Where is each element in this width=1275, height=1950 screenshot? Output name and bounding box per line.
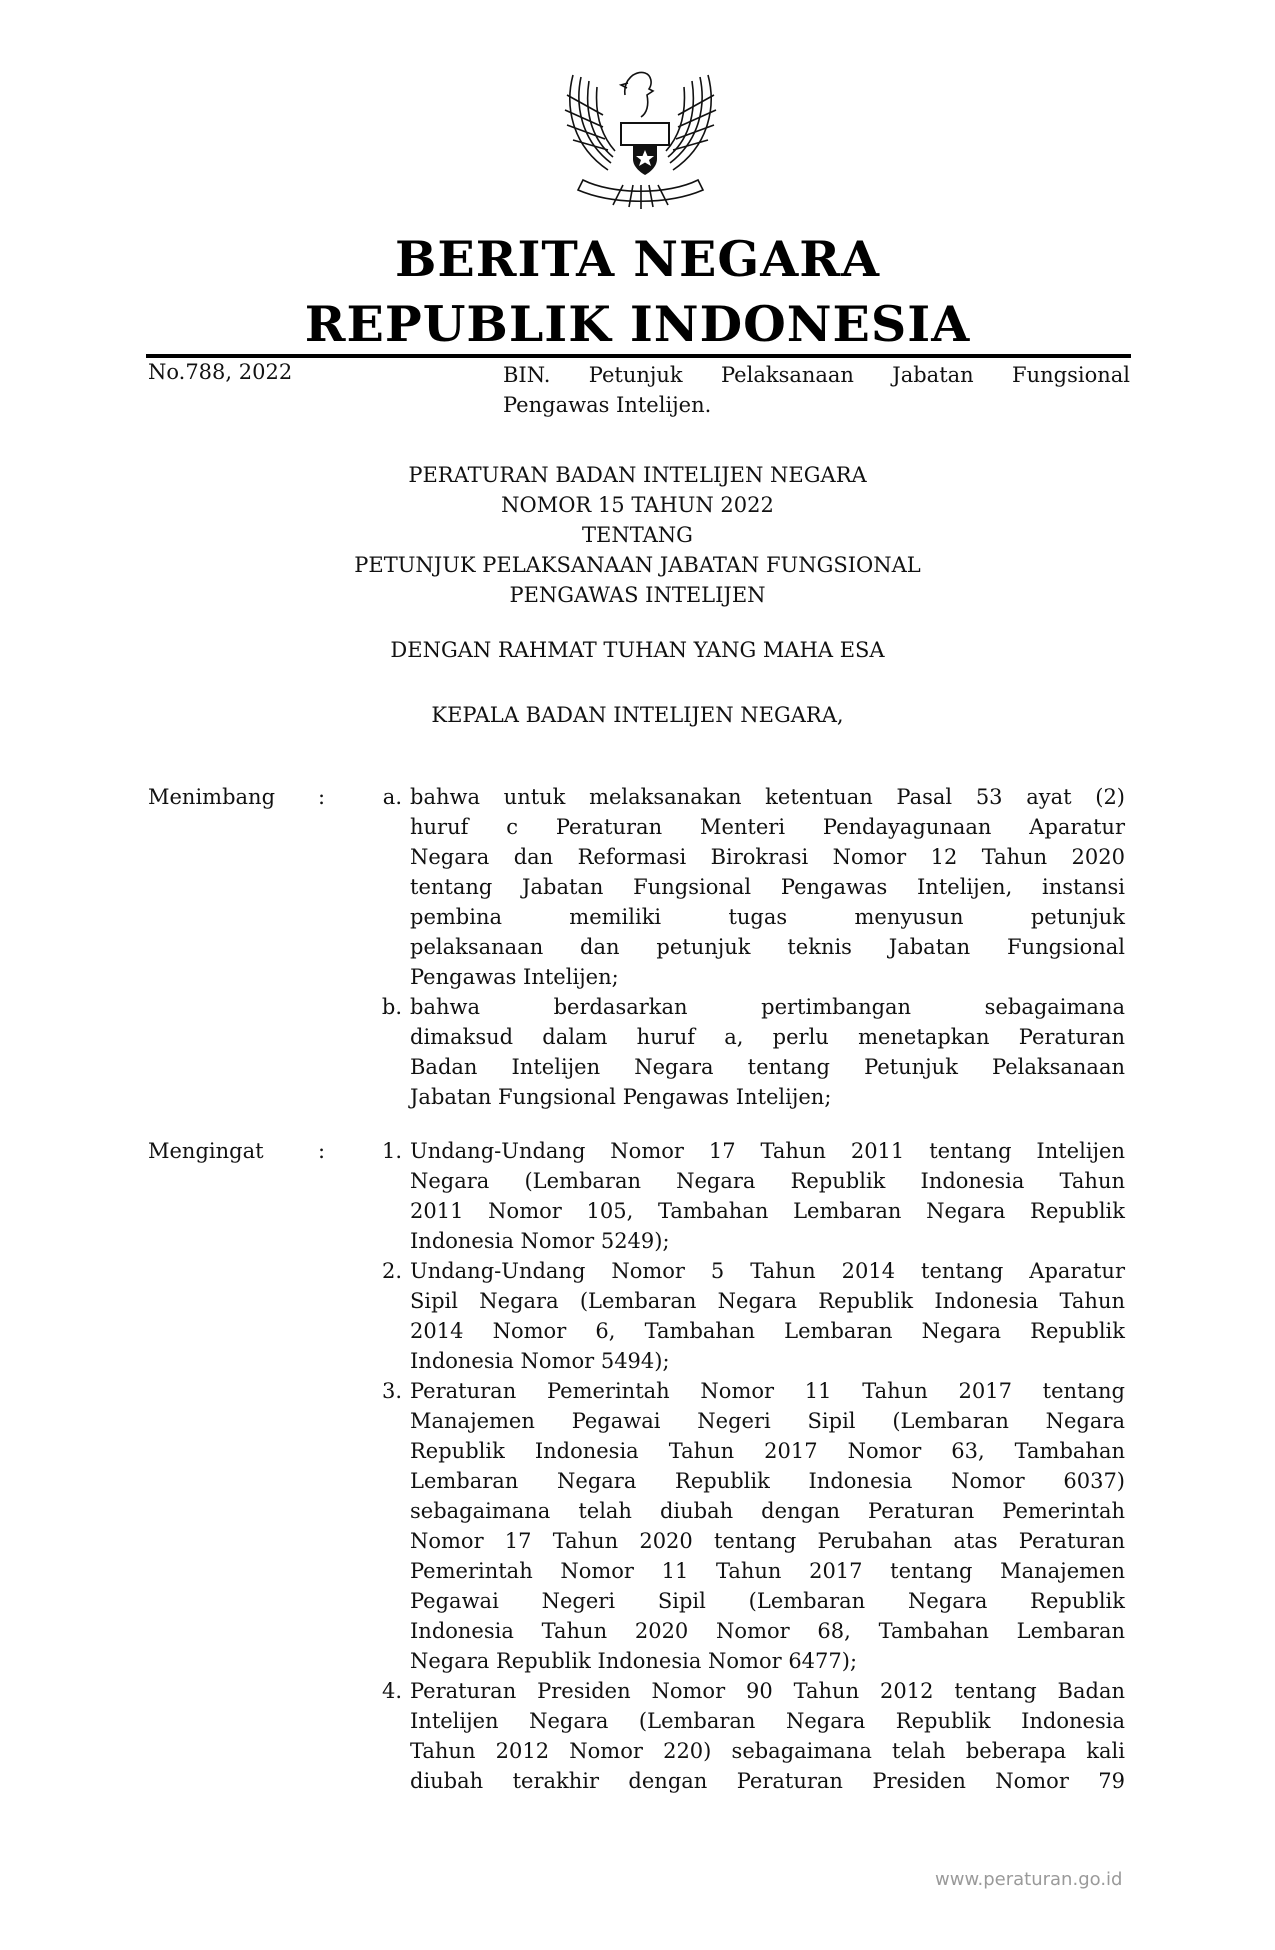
mengingat-item-4	[148, 1676, 1133, 1796]
text-line: Badan Intelijen Negara tentang Petunjuk Pelaksanaan	[410, 1055, 1125, 1079]
text-line: Lembaran Negara Republik Indonesia Nomor 6037)	[410, 1469, 1125, 1493]
text-line: Indonesia Tahun 2020 Nomor 68, Tambahan Lembaran	[410, 1619, 1125, 1643]
item-marker: 1.	[381, 1139, 402, 1163]
authority-heading: KEPALA BADAN INTELIJEN NEGARA,	[431, 703, 844, 727]
text-line: Negara Republik Indonesia Nomor 6477);	[410, 1649, 858, 1673]
blessing-heading: DENGAN RAHMAT TUHAN YANG MAHA ESA	[390, 638, 885, 662]
regulation-subject-line: PENGAWAS INTELIJEN	[509, 583, 766, 607]
text-line: Republik Indonesia Tahun 2017 Nomor 63, Tambahan	[410, 1439, 1125, 1463]
menimbang-label: Menimbang	[148, 785, 276, 809]
regulation-title	[0, 460, 1275, 610]
item-text	[410, 1136, 1125, 1256]
text-line: Nomor 17 Tahun 2020 tentang Perubahan atas Peraturan	[410, 1529, 1125, 1553]
text-line: Jabatan Fungsional Pengawas Intelijen;	[410, 1085, 832, 1109]
text-line: Pegawai Negeri Sipil (Lembaran Negara Republik	[410, 1589, 1125, 1613]
regulation-title-line: PERATURAN BADAN INTELIJEN NEGARA	[408, 463, 867, 487]
text-line: Peraturan Pemerintah Nomor 11 Tahun 2017 tentang	[410, 1379, 1125, 1403]
text-line: Manajemen Pegawai Negeri Sipil (Lembaran Negara	[410, 1409, 1125, 1433]
item-text	[410, 1676, 1125, 1796]
item-text	[410, 992, 1125, 1112]
text-line: Pemerintah Nomor 11 Tahun 2017 tentang Manajemen	[410, 1559, 1125, 1583]
text-line: 2011 Nomor 105, Tambahan Lembaran Negara Republik	[410, 1199, 1125, 1223]
text-line: Peraturan Presiden Nomor 90 Tahun 2012 tentang Badan	[410, 1679, 1125, 1703]
colon: :	[318, 785, 326, 809]
item-marker: b.	[381, 995, 402, 1019]
text-line: bahwa untuk melaksanakan ketentuan Pasal 53 ayat (2)	[410, 785, 1125, 809]
text-line: 2014 Nomor 6, Tambahan Lembaran Negara Republik	[410, 1319, 1125, 1343]
text-line: Indonesia Nomor 5249);	[410, 1229, 670, 1253]
text-line: Undang-Undang Nomor 5 Tahun 2014 tentang Aparatur	[410, 1259, 1125, 1283]
masthead-title-line2: REPUBLIK INDONESIA	[304, 295, 971, 353]
regulation-number-line: NOMOR 15 TAHUN 2022	[501, 493, 774, 517]
menimbang-item-a	[148, 782, 1133, 992]
text-line: tentang Jabatan Fungsional Pengawas Intelijen, instansi	[410, 875, 1125, 899]
regulation-about-line: TENTANG	[582, 523, 693, 547]
menimbang-section	[148, 782, 1133, 1112]
text-line: Negara (Lembaran Negara Republik Indonesia Tahun	[410, 1169, 1125, 1193]
mengingat-label: Mengingat	[148, 1139, 264, 1163]
footer-website-url[interactable]: www.peraturan.go.id	[935, 1869, 1123, 1890]
garuda-pancasila-emblem-icon	[553, 55, 728, 215]
text-line: Negara dan Reformasi Birokrasi Nomor 12 Tahun 2020	[410, 845, 1125, 869]
masthead-title-line1: BERITA NEGARA	[394, 230, 880, 288]
item-marker: 4.	[381, 1679, 402, 1703]
mengingat-section	[148, 1136, 1133, 1796]
gazette-summary-title	[503, 360, 1130, 420]
menimbang-item-b	[148, 992, 1133, 1112]
text-line: huruf c Peraturan Menteri Pendayagunaan Aparatur	[410, 815, 1125, 839]
item-marker: 3.	[381, 1379, 402, 1403]
text-line: Undang-Undang Nomor 17 Tahun 2011 tentang Intelijen	[410, 1139, 1125, 1163]
item-text	[410, 782, 1125, 992]
text-line: pembina memiliki tugas menyusun petunjuk	[410, 905, 1125, 929]
text-line: diubah terakhir dengan Peraturan Presiden Nomor 79	[410, 1769, 1125, 1793]
text-line: Tahun 2012 Nomor 220) sebagaimana telah beberapa kali	[410, 1739, 1125, 1763]
text-line: pelaksanaan dan petunjuk teknis Jabatan Fungsional	[410, 935, 1125, 959]
gazette-summary-line: BIN. Petunjuk Pelaksanaan Jabatan Fungsional	[503, 363, 1130, 387]
text-line: sebagaimana telah diubah dengan Peraturan Pemerintah	[410, 1499, 1125, 1523]
item-text	[410, 1256, 1125, 1376]
item-marker: a.	[382, 785, 402, 809]
gazette-summary-line: Pengawas Intelijen.	[503, 393, 712, 417]
mengingat-item-2	[148, 1256, 1133, 1376]
text-line: dimaksud dalam huruf a, perlu menetapkan Peraturan	[410, 1025, 1125, 1049]
item-text	[410, 1376, 1125, 1676]
masthead-divider	[146, 354, 1131, 358]
colon: :	[318, 1139, 326, 1163]
text-line: Pengawas Intelijen;	[410, 965, 619, 989]
text-line: Sipil Negara (Lembaran Negara Republik Indonesia Tahun	[410, 1289, 1125, 1313]
text-line: Intelijen Negara (Lembaran Negara Republik Indonesia	[410, 1709, 1125, 1733]
text-line: bahwa berdasarkan pertimbangan sebagaimana	[410, 995, 1125, 1019]
item-marker: 2.	[381, 1259, 402, 1283]
mengingat-item-3	[148, 1376, 1133, 1676]
regulation-subject-line: PETUNJUK PELAKSANAAN JABATAN FUNGSIONAL	[354, 553, 921, 577]
text-line: Indonesia Nomor 5494);	[410, 1349, 670, 1373]
mengingat-item-1	[148, 1136, 1133, 1256]
gazette-number: No.788, 2022	[148, 360, 293, 384]
